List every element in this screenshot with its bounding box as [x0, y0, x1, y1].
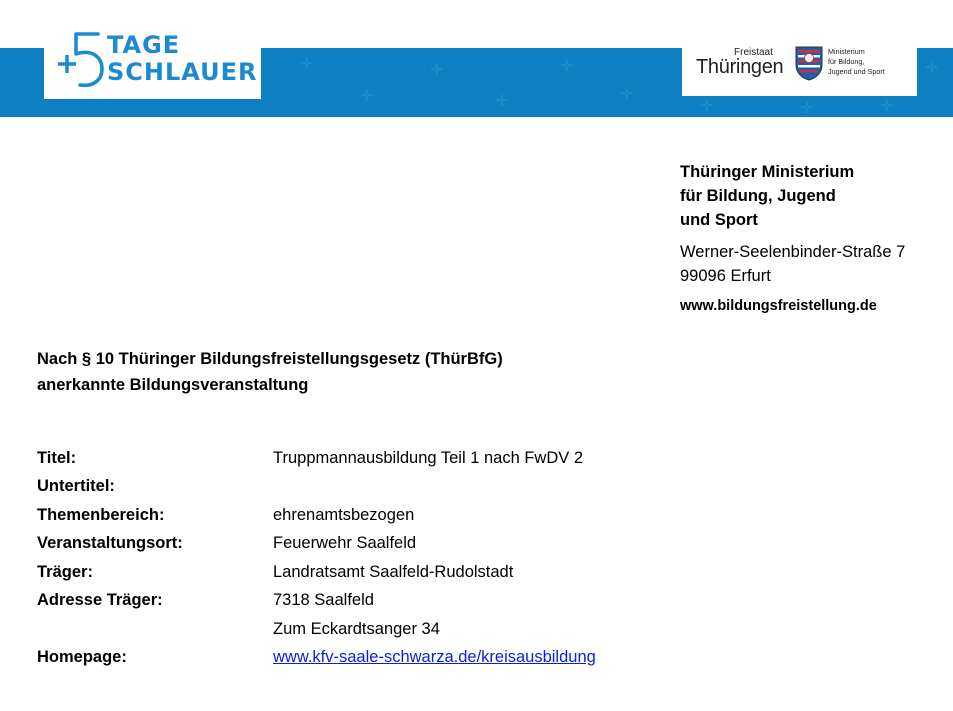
logo-word-schlauer: SCHLAUER [107, 58, 258, 86]
thueringen-ministry-logo [682, 34, 917, 96]
detail-row-adresse-line2 [37, 615, 917, 644]
detail-value: Feuerwehr Saalfeld [273, 534, 417, 553]
ministry-name-line: für Bildung, Jugend [680, 187, 836, 205]
detail-row-untertitel [37, 473, 917, 502]
detail-value: Truppmannausbildung Teil 1 nach FwDV 2 [273, 448, 584, 467]
coat-of-arms-icon [794, 45, 824, 81]
detail-label: Titel: [37, 448, 77, 467]
ministry-name-line: Thüringer Ministerium [680, 163, 855, 181]
ministry-street [680, 240, 945, 288]
detail-row-themenbereich [37, 501, 917, 530]
detail-row-adresse-traeger [37, 587, 917, 616]
detail-label: Themenbereich: [37, 505, 165, 524]
ministry-address [680, 160, 945, 314]
ministry-name [680, 160, 945, 232]
street-line: Werner-Seelenbinder-Straße 7 [680, 243, 906, 261]
detail-label: Adresse Träger: [37, 591, 163, 610]
detail-value: ehrenamtsbezogen [273, 505, 415, 524]
logo-freistaat: Freistaat [734, 47, 773, 58]
logo-ministry-line: Jugend und Sport [828, 67, 885, 76]
logo-ministry-line: für Bildung, [828, 57, 865, 66]
logo-ministry-line: Ministerium [828, 47, 865, 56]
homepage-link[interactable]: www.kfv-saale-schwarza.de/kreisausbildung [273, 648, 596, 667]
document-heading [37, 346, 503, 398]
logo-thueringen: Thüringen [696, 56, 784, 78]
detail-value: 7318 Saalfeld [273, 591, 374, 610]
header-banner: ✛ ✛ ✛ ✛ ✛ ✛ ✛ ✛ ✛ ✛ [0, 48, 953, 117]
logo-ministry-text [828, 47, 885, 77]
detail-label: Untertitel: [37, 477, 115, 496]
tage-schlauer-logo [44, 20, 261, 99]
detail-label: Homepage: [37, 648, 127, 667]
heading-line: anerkannte Bildungsveranstaltung [37, 376, 309, 394]
detail-row-titel [37, 444, 917, 473]
plus-five-icon [54, 29, 106, 89]
ministry-name-line: und Sport [680, 211, 758, 229]
detail-value [273, 648, 596, 667]
detail-label: Träger: [37, 562, 93, 581]
detail-value: Zum Eckardtsanger 34 [273, 619, 440, 638]
detail-row-homepage [37, 644, 917, 673]
city-line: 99096 Erfurt [680, 267, 771, 285]
event-details [37, 444, 917, 672]
detail-row-traeger [37, 558, 917, 587]
logo-word-tage: TAGE [107, 31, 181, 59]
detail-value: Landratsamt Saalfeld-Rudolstadt [273, 562, 514, 581]
ministry-website[interactable]: www.bildungsfreistellung.de [680, 298, 877, 314]
heading-line: Nach § 10 Thüringer Bildungsfreistellungsgesetz (ThürBfG) [37, 350, 503, 368]
detail-row-veranstaltungsort [37, 530, 917, 559]
detail-label: Veranstaltungsort: [37, 534, 183, 553]
